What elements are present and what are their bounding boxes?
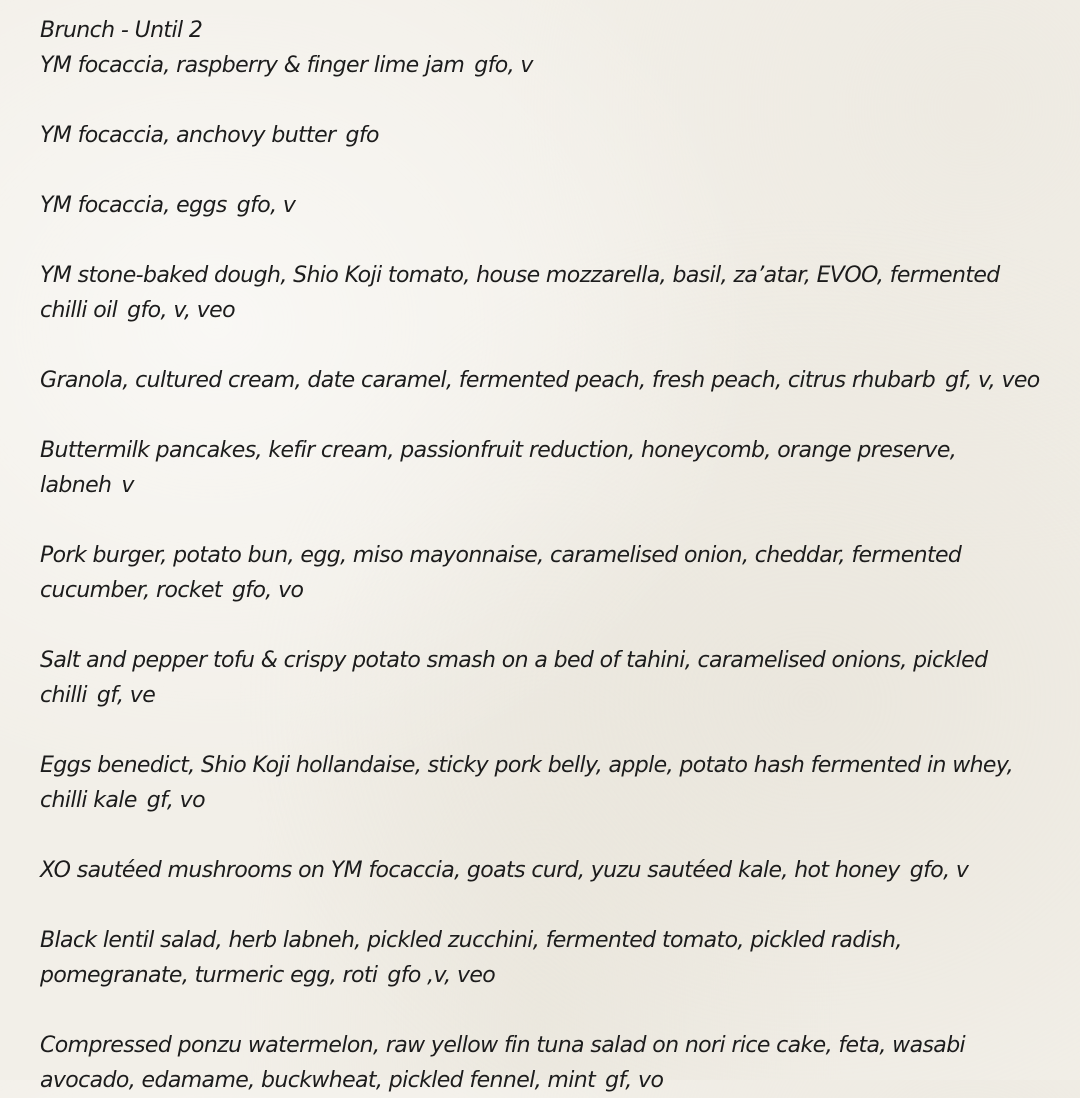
- menu-item: [40, 923, 1050, 993]
- dietary-tags: gf, v, veo: [945, 368, 1040, 393]
- menu-item: [40, 48, 1050, 83]
- menu-item-description: Granola, cultured cream, date caramel, fermented peach, fresh peach, citrus rhubarb: [40, 368, 936, 393]
- menu-item: [40, 433, 1050, 503]
- dietary-tags: gfo: [345, 123, 379, 148]
- menu-item-description: Buttermilk pancakes, kefir cream, passionfruit reduction, honeycomb, orange preserve, labneh: [40, 438, 957, 498]
- menu-item-description: Eggs benedict, Shio Koji hollandaise, sticky pork belly, apple, potato hash fermented in whey, chilli kale: [40, 753, 1013, 813]
- menu-item-description: Pork burger, potato bun, egg, miso mayonnaise, caramelised onion, cheddar, fermented cucumber, rocket: [40, 543, 962, 603]
- menu-item-description: XO sautéed mushrooms on YM focaccia, goats curd, yuzu sautéed kale, hot honey: [40, 858, 900, 883]
- menu-item-description: YM stone-baked dough, Shio Koji tomato, house mozzarella, basil, za’atar, EVOO, fermented chilli oil: [40, 263, 1000, 323]
- menu-item-description: YM focaccia, raspberry & finger lime jam: [40, 53, 465, 78]
- menu-item-description: Compressed ponzu watermelon, raw yellow fin tuna salad on nori rice cake, feta, wasabi avocado, edamame, buckwheat, pickled fennel, mint: [40, 1033, 966, 1093]
- dietary-tags: gf, vo: [605, 1068, 664, 1093]
- dietary-tags: gfo ,v, veo: [387, 963, 496, 988]
- menu-item: [40, 1028, 1050, 1098]
- dietary-tags: v: [121, 473, 134, 498]
- menu-item: [40, 363, 1050, 398]
- menu-item: [40, 258, 1050, 328]
- dietary-tags: gfo, v: [909, 858, 969, 883]
- menu-item-description: Black lentil salad, herb labneh, pickled zucchini, fermented tomato, pickled radish, pomegranate, turmeric egg, roti: [40, 928, 902, 988]
- menu-item: [40, 188, 1050, 223]
- menu-item-description: YM focaccia, eggs: [40, 193, 227, 218]
- menu-item-description: Salt and pepper tofu & crispy potato smash on a bed of tahini, caramelised onions, pickled chilli: [40, 648, 988, 708]
- dietary-tags: gfo, v, veo: [127, 298, 235, 323]
- brunch-menu: [40, 13, 1050, 1098]
- menu-title: Brunch - Until 2: [40, 18, 203, 43]
- menu-item: [40, 643, 1050, 713]
- menu-item: [40, 538, 1050, 608]
- dietary-tags: gfo, v: [474, 53, 533, 78]
- dietary-tags: gf, ve: [96, 683, 156, 708]
- dietary-tags: gfo, v: [236, 193, 296, 218]
- dietary-tags: gf, vo: [146, 788, 205, 813]
- menu-item: [40, 748, 1050, 818]
- menu-item: [40, 118, 1050, 153]
- menu-item: [40, 853, 1050, 888]
- menu-item-description: YM focaccia, anchovy butter: [40, 123, 336, 148]
- dietary-tags: gfo, vo: [231, 578, 304, 603]
